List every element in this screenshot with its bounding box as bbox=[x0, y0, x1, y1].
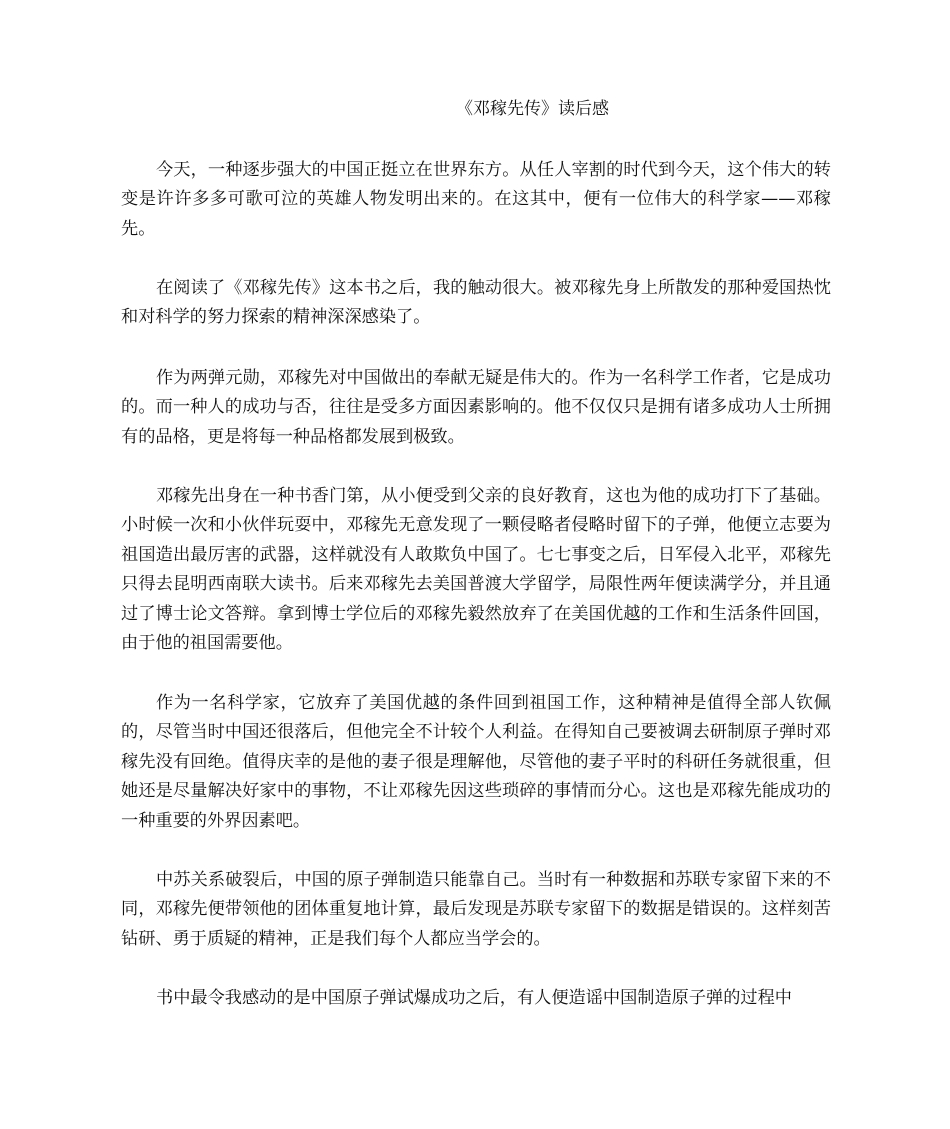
paragraph-6: 中苏关系破裂后，中国的原子弹制造只能靠自己。当时有一种数据和苏联专家留下来的不同，邓稼先便带领他的团体重复地计算，最后发现是苏联专家留下的数据是错误的。这样刻苦钻研、勇于质疑的精神，正是我们每个人都应当学会的。 bbox=[121, 870, 831, 949]
paragraph-5: 作为一名科学家，它放弃了美国优越的条件回到祖国工作，这种精神是值得全部人钦佩的，尽管当时中国还很落后，但他完全不计较个人利益。在得知自己要被调去研制原子弹时邓稼先没有回绝。值得庆幸的是他的妻子很是理解他，尽管他的妻子平时的科研任务就很重，但她还是尽量解决好家中的事物，不让邓稼先因这些琐碎的事情而分心。这也是邓稼先能成功的一种重要的外界因素吧。 bbox=[121, 693, 831, 831]
paragraph-7: 书中最令我感动的是中国原子弹试爆成功之后，有人便造谣中国制造原子弹的过程中 bbox=[156, 988, 792, 1008]
paragraph-2: 在阅读了《邓稼先传》这本书之后，我的触动很大。被邓稼先身上所散发的那种爱国热忱和对科学的努力探索的精神深深感染了。 bbox=[121, 278, 831, 328]
paragraph-1: 今天，一种逐步强大的中国正挺立在世界东方。从任人宰割的时代到今天，这个伟大的转变是许许多多可歌可泣的英雄人物发明出来的。在这其中，便有一位伟大的科学家——邓稼先。 bbox=[121, 160, 831, 239]
document-title: 《邓稼先传》读后感 bbox=[456, 99, 609, 119]
paragraph-4: 邓稼先出身在一种书香门第，从小便受到父亲的良好教育，这也为他的成功打下了基础。小时候一次和小伙伴玩耍中，邓稼先无意发现了一颗侵略者侵略时留下的子弹，他便立志要为祖国造出最厉害的武器，这样就没有人敢欺负中国了。七七事变之后，日军侵入北平，邓稼先只得去昆明西南联大读书。后来邓稼先去美国普渡大学留学，局限性两年便读满学分，并且通过了博士论文答辩。拿到博士学位后的邓稼先毅然放弃了在美国优越的工作和生活条件回国，由于他的祖国需要他。 bbox=[121, 486, 831, 654]
paragraph-3: 作为两弹元勋，邓稼先对中国做出的奉献无疑是伟大的。作为一名科学工作者，它是成功的。而一种人的成功与否，往往是受多方面因素影响的。他不仅仅只是拥有诸多成功人士所拥有的品格，更是将每一种品格都发展到极致。 bbox=[121, 368, 831, 447]
